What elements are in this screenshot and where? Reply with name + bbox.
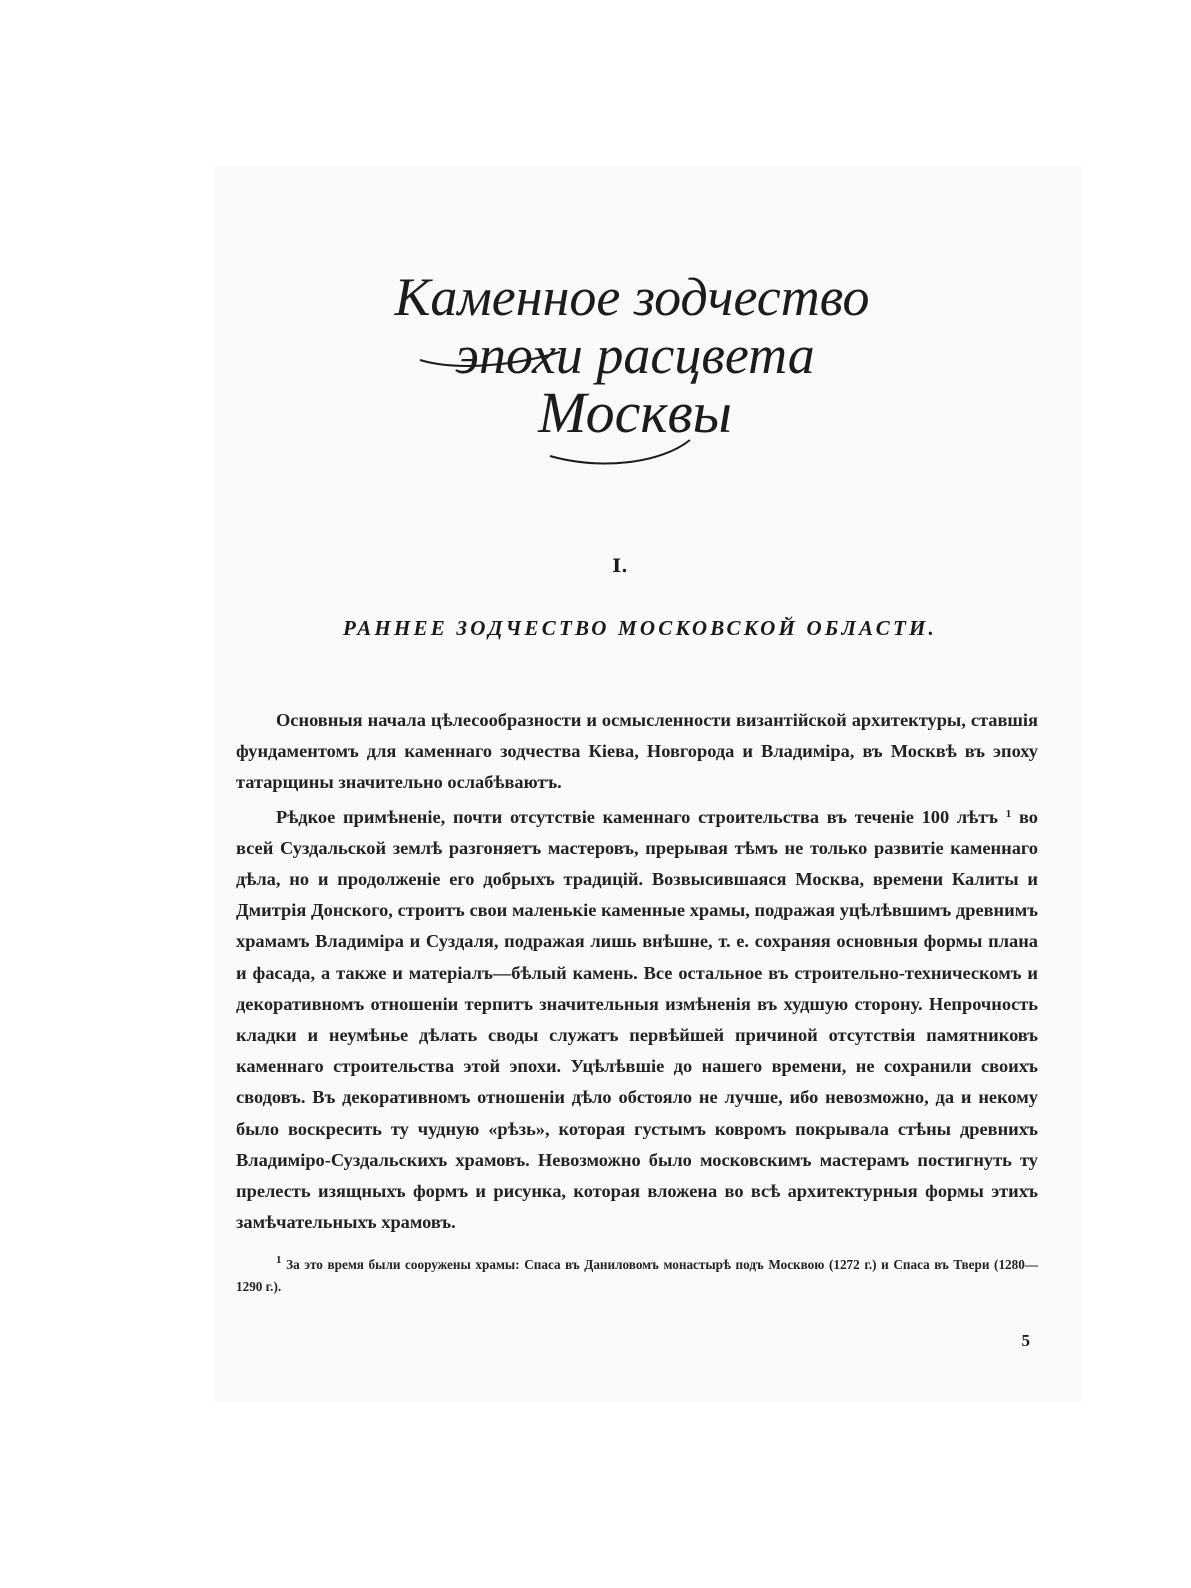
footnote-ref: 1 xyxy=(1005,807,1012,820)
title-line-2: эпохи расцвета xyxy=(455,325,815,385)
title-line-3: Москвы xyxy=(538,380,732,445)
footnote-text: За это время были сооружены храмы: Спаса въ Даниловомъ монастырѣ подъ Москвою (1272 г.) и Спаса въ Твери (1280—1290 г.). xyxy=(236,1257,1039,1294)
footnote-marker: 1 xyxy=(276,1254,282,1266)
title-line-1: Каменное зодчество xyxy=(394,267,870,327)
chapter-heading: РАННЕЕ ЗОДЧЕСТВО МОСКОВСКОЙ ОБЛАСТИ. xyxy=(343,616,937,640)
paragraph-2 xyxy=(236,799,1038,1239)
calligraphic-title xyxy=(394,267,870,468)
body-text xyxy=(236,705,1038,1238)
paragraph-1: Основныя начала цѣлесообразности и осмысленности византійской архитектуры, ставшія фундаментомъ для каменнаго зодчества Кіева, Новгорода и Владиміра, въ Москвѣ въ эпоху татарщины значительно ослабѣваютъ. xyxy=(236,710,1038,793)
paragraph-2-start: Рѣдкое примѣненіе, почти отсутствіе каменнаго строительства въ теченіе 100 лѣтъ xyxy=(276,806,999,827)
chapter-number: I. xyxy=(612,555,628,577)
footnote xyxy=(236,1249,1038,1298)
title-flourish xyxy=(394,267,870,468)
page-number: 5 xyxy=(1021,1331,1030,1350)
paragraph-2-rest: во всей Суздальской землѣ разгоняетъ мастеровъ, прерывая тѣмъ не только развитіе каменнаго дѣла, но и продолженіе его добрыхъ традицій. Возвысившаяся Москва, времени Калиты и Дмитрія Донского, строитъ свои маленькіе каменные храмы, подражая уцѣлѣвшимъ древнимъ храмамъ Владиміра и Суздаля, подражая лишь внѣшне, т. е. сохраняя основныя формы плана и фасада, а также и матеріалъ—бѣлый камень. Все остальное въ строительно-техническомъ и декоративномъ отношеніи терпитъ значительныя измѣненія въ худшую сторону. Непрочность кладки и неумѣнье дѣлать своды служатъ первѣйшей причиной отсутствія памятниковъ каменнаго строительства этой эпохи. Уцѣлѣвшіе до нашего времени, не сохранили своихъ сводовъ. Въ декоративномъ отношеніи дѣло обстояло не лучше, ибо невозможно, да и некому было воскресить ту чудную «рѣзь», которая густымъ ковромъ покрывала стѣны древнихъ Владиміро-Суздальскихъ храмовъ. Невозможно было московскимъ мастерамъ постигнуть ту прелесть изящныхъ формъ и рисунка, которая вложена во всѣ архитектурныя формы этихъ замѣчательныхъ храмовъ. xyxy=(236,806,1038,1233)
